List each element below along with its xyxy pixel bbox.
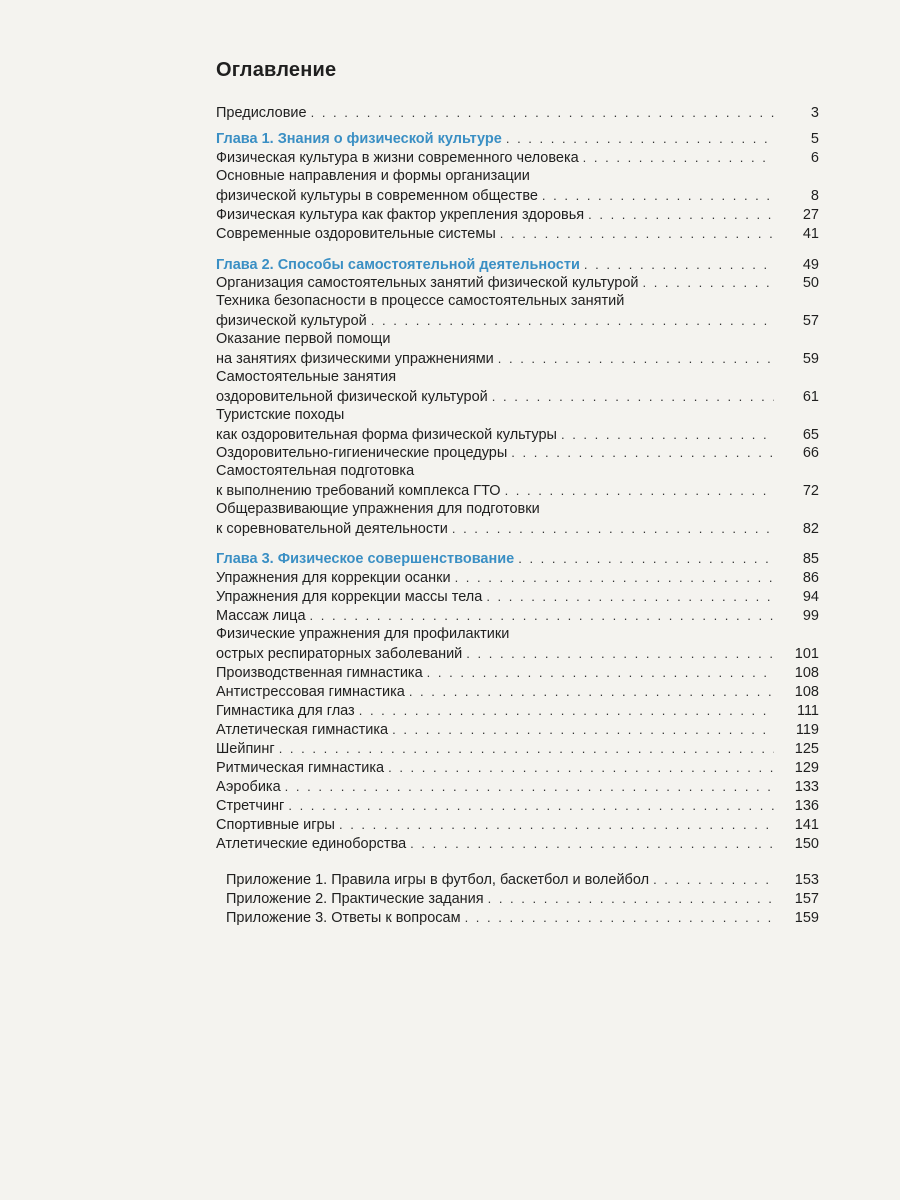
toc-page-number: 5 xyxy=(810,131,819,147)
toc-entry-line xyxy=(216,443,819,463)
toc-entry-line xyxy=(216,273,819,293)
toc-entry xyxy=(216,500,819,539)
toc-entry-line xyxy=(216,549,819,569)
toc-entry-title-line1: Основные направления и формы организации xyxy=(216,168,530,184)
toc-page-number: 108 xyxy=(794,665,819,681)
toc-page-number: 99 xyxy=(802,608,819,624)
toc-entry-title: Антистрессовая гимнастика xyxy=(216,684,405,700)
toc-entry-title: Оздоровительно-гигиенические процедуры xyxy=(216,445,508,461)
toc-dot-leader xyxy=(279,739,774,758)
toc-dot-leader xyxy=(466,644,774,663)
toc-entry-title-line1: Самостоятельная подготовка xyxy=(216,463,415,479)
toc-entry-title: Шейпинг xyxy=(216,741,275,757)
toc-entry-title: Атлетическая гимнастика xyxy=(216,722,389,738)
toc-dot-leader xyxy=(339,815,774,834)
toc-entry-title: как оздоровительная форма физической культуры xyxy=(216,427,557,443)
toc-entry-title: Производственная гимнастика xyxy=(216,665,423,681)
toc-dot-leader xyxy=(371,311,774,330)
toc-entry-title: Физическая культура как фактор укрепления здоровья xyxy=(216,207,585,223)
toc-page-number: 157 xyxy=(794,891,819,907)
toc-entry xyxy=(216,292,819,331)
toc-appendix-entry xyxy=(226,889,819,909)
toc-dot-leader xyxy=(488,889,774,908)
toc-page-number: 125 xyxy=(794,741,819,757)
toc-dot-leader xyxy=(542,186,774,205)
toc-entry xyxy=(216,587,819,607)
toc-dot-leader xyxy=(410,834,774,853)
toc-entry-line xyxy=(216,103,819,123)
toc-dot-leader xyxy=(285,777,774,796)
toc-page-number: 141 xyxy=(794,817,819,833)
toc-page-number: 41 xyxy=(802,226,819,242)
toc-entry-title: Спортивные игры xyxy=(216,817,335,833)
toc-dot-leader xyxy=(588,205,774,224)
toc-entry-line xyxy=(216,796,819,816)
toc-entry-line xyxy=(216,815,819,835)
toc-dot-leader xyxy=(455,568,774,587)
toc-entry-title-line1: Самостоятельные занятия xyxy=(216,369,397,385)
toc-entry-title: Организация самостоятельных занятий физической культурой xyxy=(216,275,639,291)
toc-entry-title: Массаж лица xyxy=(216,608,306,624)
toc-entry-title: Приложение 2. Практические задания xyxy=(226,891,484,907)
toc-page-number: 150 xyxy=(794,836,819,852)
toc-title: Оглавление xyxy=(216,59,337,81)
toc-page-number: 136 xyxy=(794,798,819,814)
toc-dot-leader xyxy=(288,796,774,815)
toc-entry-title: Физическая культура в жизни современного человека xyxy=(216,150,579,166)
toc-page-number: 65 xyxy=(802,427,819,443)
toc-entry-line xyxy=(216,606,819,626)
toc-entry-title: Гимнастика для глаз xyxy=(216,703,355,719)
toc-page-number: 108 xyxy=(794,684,819,700)
toc-entry-line xyxy=(216,387,819,407)
toc-entry-line xyxy=(216,777,819,797)
toc-dot-leader xyxy=(427,663,774,682)
toc-page-number: 49 xyxy=(802,257,819,273)
toc-entry xyxy=(216,462,819,501)
toc-dot-leader xyxy=(388,758,774,777)
toc-entry xyxy=(216,273,819,293)
toc-entry xyxy=(216,205,819,225)
toc-entry-line xyxy=(216,205,819,225)
toc-entry-line xyxy=(216,682,819,702)
toc-entry-title-line1: Туристские походы xyxy=(216,407,345,423)
toc-page-number: 111 xyxy=(796,703,819,719)
toc-entry-line xyxy=(216,519,819,539)
toc-page-number: 119 xyxy=(795,722,819,738)
toc-entry-title: Упражнения для коррекции осанки xyxy=(216,570,451,586)
toc-entry-line xyxy=(216,739,819,759)
toc-entry-title-line1: Общеразвивающие упражнения для подготовки xyxy=(216,501,540,517)
toc-entry-title: физической культуры в современном обществе xyxy=(216,188,538,204)
toc-page-number: 66 xyxy=(802,445,819,461)
toc-dot-leader xyxy=(311,103,774,122)
toc-page-number: 3 xyxy=(810,105,819,121)
toc-page-number: 94 xyxy=(802,589,819,605)
toc-entry-line xyxy=(216,644,819,664)
toc-dot-leader xyxy=(409,682,774,701)
toc-entry-line xyxy=(216,186,819,206)
toc-page-number: 8 xyxy=(810,188,819,204)
toc-entry-title: Глава 2. Способы самостоятельной деятельности xyxy=(216,257,580,273)
toc-entry-title-line1: Физические упражнения для профилактики xyxy=(216,626,510,642)
toc-chapter-heading xyxy=(216,549,819,569)
toc-entry xyxy=(216,167,819,206)
toc-dot-leader xyxy=(583,148,774,167)
toc-page-number: 6 xyxy=(810,150,819,166)
toc-entry xyxy=(216,796,819,816)
toc-entry-line xyxy=(216,758,819,778)
toc-dot-leader xyxy=(452,519,774,538)
toc-entry xyxy=(216,103,819,123)
toc-entry-title: на занятиях физическими упражнениями xyxy=(216,351,494,367)
toc-entry-title: к выполнению требований комплекса ГТО xyxy=(216,483,501,499)
toc-page-number: 61 xyxy=(802,389,819,405)
toc-entry-line xyxy=(216,587,819,607)
toc-page-number: 133 xyxy=(794,779,819,795)
toc-entry-title: Приложение 3. Ответы к вопросам xyxy=(226,910,461,926)
toc-entry-title: Современные оздоровительные системы xyxy=(216,226,496,242)
toc-chapter-heading xyxy=(216,255,819,275)
toc-entry-line xyxy=(226,870,819,890)
toc-dot-leader xyxy=(392,720,774,739)
toc-dot-leader xyxy=(642,273,774,292)
toc-page-number: 86 xyxy=(802,570,819,586)
toc-entry-title: физической культурой xyxy=(216,313,367,329)
toc-entry-line xyxy=(216,663,819,683)
toc-entry xyxy=(216,148,819,168)
toc-entry-title-line1: Оказание первой помощи xyxy=(216,331,391,347)
toc-entry-title: острых респираторных заболеваний xyxy=(216,646,463,662)
toc-entry-line xyxy=(216,481,819,501)
toc-dot-leader xyxy=(561,425,774,444)
toc-entry-title: Аэробика xyxy=(216,779,281,795)
toc-entry-title: Атлетические единоборства xyxy=(216,836,407,852)
toc-entry-line xyxy=(216,129,819,149)
toc-entry xyxy=(216,701,819,721)
toc-entry xyxy=(216,224,819,244)
toc-entry xyxy=(216,368,819,407)
toc-entry xyxy=(216,443,819,463)
toc-entry xyxy=(216,406,819,445)
toc-entry xyxy=(216,682,819,702)
toc-entry-title: оздоровительной физической культурой xyxy=(216,389,488,405)
toc-dot-leader xyxy=(506,129,774,148)
toc-dot-leader xyxy=(310,606,774,625)
toc-page-number: 59 xyxy=(802,351,819,367)
toc-page-number: 153 xyxy=(794,872,819,888)
toc-entry xyxy=(216,739,819,759)
toc-entry-title: Стретчинг xyxy=(216,798,285,814)
toc-entry-title: Упражнения для коррекции массы тела xyxy=(216,589,483,605)
toc-entry-title-line1: Техника безопасности в процессе самостоятельных занятий xyxy=(216,293,625,309)
toc-dot-leader xyxy=(486,587,774,606)
toc-dot-leader xyxy=(359,701,774,720)
toc-page-number: 159 xyxy=(794,910,819,926)
toc-entry-line xyxy=(216,834,819,854)
toc-appendix-entry xyxy=(226,908,819,928)
toc-entry xyxy=(216,625,819,664)
toc-dot-leader xyxy=(511,443,774,462)
toc-entry-line xyxy=(216,701,819,721)
toc-entry xyxy=(216,777,819,797)
toc-entry xyxy=(216,758,819,778)
toc-entry-title: Приложение 1. Правила игры в футбол, баскетбол и волейбол xyxy=(226,872,650,888)
toc-entry xyxy=(216,834,819,854)
toc-dot-leader xyxy=(505,481,774,500)
toc-dot-leader xyxy=(492,387,774,406)
toc-page-number: 129 xyxy=(794,760,819,776)
toc-entry-line xyxy=(216,720,819,740)
toc-entry xyxy=(216,568,819,588)
toc-page-number: 82 xyxy=(802,521,819,537)
toc-entry-title: Глава 3. Физическое совершенствование xyxy=(216,551,515,567)
toc-entry-line xyxy=(216,311,819,331)
toc-entry-title: Предисловие xyxy=(216,105,307,121)
toc-dot-leader xyxy=(500,224,774,243)
toc-dot-leader xyxy=(518,549,774,568)
toc-dot-leader xyxy=(498,349,774,368)
toc-entry-line xyxy=(226,889,819,909)
toc-entry-line xyxy=(216,568,819,588)
toc-entry-title: Ритмическая гимнастика xyxy=(216,760,385,776)
toc-entry-title: к соревновательной деятельности xyxy=(216,521,448,537)
toc-page-number: 57 xyxy=(802,313,819,329)
toc-page-number: 27 xyxy=(802,207,819,223)
toc-entry-title: Глава 1. Знания о физической культуре xyxy=(216,131,502,147)
toc-entry-line xyxy=(216,349,819,369)
toc-entry-line xyxy=(216,425,819,445)
toc-appendix-entry xyxy=(226,870,819,890)
toc-dot-leader xyxy=(653,870,774,889)
toc-dot-leader xyxy=(465,908,774,927)
toc-page-number: 72 xyxy=(802,483,819,499)
toc-page-number: 101 xyxy=(794,646,819,662)
toc-entry-line xyxy=(216,255,819,275)
toc-page-number: 50 xyxy=(802,275,819,291)
toc-entry xyxy=(216,606,819,626)
toc-entry xyxy=(216,330,819,369)
toc-chapter-heading xyxy=(216,129,819,149)
toc-entry xyxy=(216,720,819,740)
toc-entry xyxy=(216,815,819,835)
toc-dot-leader xyxy=(584,255,774,274)
toc-page-number: 85 xyxy=(802,551,819,567)
toc-entry xyxy=(216,663,819,683)
toc-entry-line xyxy=(226,908,819,928)
toc-entry-line xyxy=(216,148,819,168)
toc-entry-line xyxy=(216,224,819,244)
